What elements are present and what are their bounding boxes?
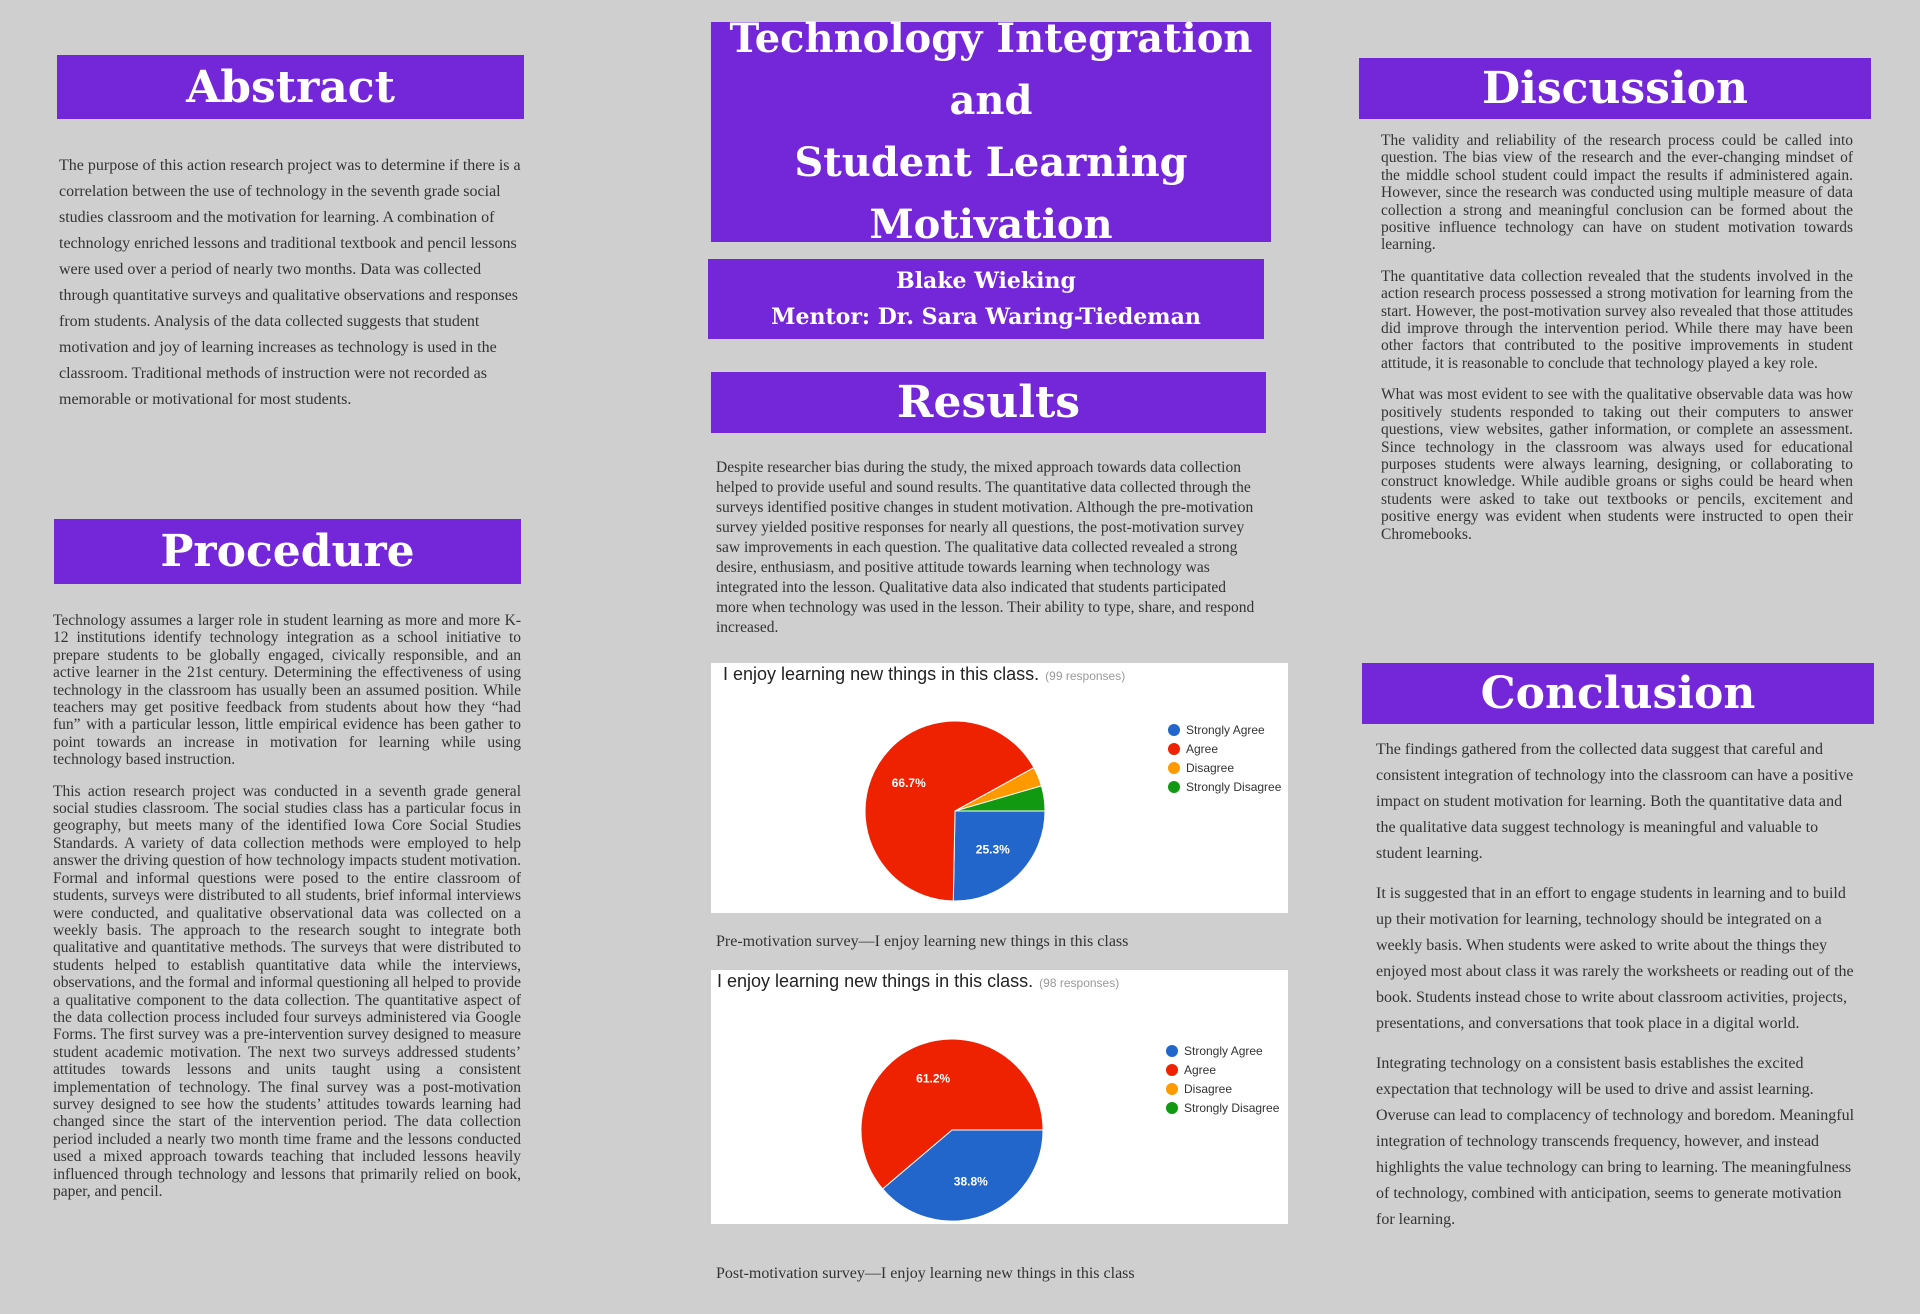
slice-data-label: 25.3% bbox=[975, 842, 1010, 857]
chart-responses-count: (98 responses) bbox=[1039, 976, 1120, 990]
post-survey-caption: Post-motivation survey—I enjoy learning new things in this class bbox=[716, 1265, 1135, 1282]
discussion-paragraph-2: The quantitative data collection revealed that the students involved in the action research process possessed a strong motivation for learning from the start. However, the post-motivation survey also revealed that those attitudes did improve through the intervention period. While there may have been other factors that contributed to the positive improvements in student attitude, it is reasonable to conclude that technology played a key role. bbox=[1381, 267, 1853, 372]
abstract-paragraph: The purpose of this action research project was to determine if there is a correlation between the use of technology in the seventh grade social studies classroom and the motivation for learning. A combination of technology enriched lessons and traditional textbook and pencil lessons were used over a period of nearly two months. Data was collected through quantitative surveys and qualitative observations and responses from students. Analysis of the data collected suggests that student motivation and joy of learning increases as technology is used in the classroom. Traditional methods of instruction were not recorded as memorable or motivational for most students. bbox=[59, 157, 521, 408]
slice-data-label: 66.7% bbox=[891, 776, 926, 791]
legend-label: Disagree bbox=[1186, 760, 1235, 775]
legend-item-disagree bbox=[1168, 758, 1281, 777]
conclusion-paragraph-2: It is suggested that in an effort to engage students in learning and to build up their motivation for learning, technology should be integrated on a weekly basis. When students were asked to write about the things they enjoyed most about class it was rarely the worksheets or reading out of the book. Students instead chose to write about classroom activities, projects, presentations, and conversations that took place in a digital world. bbox=[1376, 885, 1854, 1032]
results-text bbox=[716, 458, 1256, 652]
legend-label: Disagree bbox=[1184, 1081, 1233, 1096]
legend-label: Strongly Disagree bbox=[1184, 1100, 1280, 1115]
legend-swatch bbox=[1168, 762, 1180, 774]
legend-label: Agree bbox=[1184, 1062, 1217, 1077]
legend-item-strongly-disagree bbox=[1168, 777, 1281, 796]
poster-title-line-1: Technology Integration and bbox=[729, 15, 1253, 124]
legend-item-strongly-disagree bbox=[1166, 1098, 1279, 1117]
author-name: Blake Wieking bbox=[896, 268, 1076, 294]
legend-label: Strongly Agree bbox=[1184, 1043, 1263, 1058]
results-heading: Results bbox=[711, 372, 1266, 433]
legend-item-strongly-agree bbox=[1166, 1041, 1279, 1060]
procedure-paragraph-1: Technology assumes a larger role in student learning as more and more K-12 institutions identify technology integration as a school initiative to prepare students to be globally engaged, civically responsible, and an active learner in the 21st century. Determining the effectiveness of using technology in the classroom has usually been an assumed position. While teachers may get positive feedback from students about how they “had fun” with a particular lesson, little empirical evidence has been gather to point towards an increase in motivation for learning while using technology based instruction. bbox=[53, 612, 521, 769]
conclusion-heading: Conclusion bbox=[1362, 663, 1874, 724]
chart-responses-count: (99 responses) bbox=[1045, 669, 1126, 683]
legend-item-agree bbox=[1168, 739, 1281, 758]
procedure-paragraph-2: This action research project was conducted in a seventh grade general social studies classroom. The social studies class has a particular focus in geography, but meets many of the identified Iowa Core Social Studies Standards. A variety of data collection methods were employed to help answer the driving question of how technology impacts student motivation. Formal and informal questions were posed to the entire classroom of students, surveys were distributed to all students, brief informal interviews were conducted, and qualitative observational data was collected on a weekly basis. The approach to the research sought to integrate both qualitative and quantitative methods. The surveys that were distributed to students helped to establish quantitative data while the interviews, observations, and the formal and informal questioning all helped to provide a qualitative component to the data collection. The quantitative aspect of the data collection process included four surveys administered via Google Forms. The first survey was a pre-intervention survey designed to measure student academic motivation. The next two surveys addressed students’ attitudes towards lessons and units taught using a consistent implementation of technology. The final survey was a post-motivation survey designed to see how the students’ attitudes towards learning had changed since the start of the intervention period. The data collection period included a nearly two month time frame and the lessons conducted used a mixed approach towards teaching that included lessons heavily influenced through technology and lessons that primarily relied on book, paper, and pencil. bbox=[53, 782, 521, 1200]
legend-swatch bbox=[1166, 1064, 1178, 1076]
poster-title-line-3: Motivation bbox=[869, 201, 1113, 248]
legend-label: Strongly Agree bbox=[1186, 722, 1265, 737]
slice-data-label: 38.8% bbox=[953, 1174, 988, 1189]
discussion-heading: Discussion bbox=[1359, 58, 1871, 119]
author-banner bbox=[708, 259, 1264, 339]
legend-swatch bbox=[1168, 743, 1180, 755]
legend-swatch bbox=[1168, 724, 1180, 736]
chart-legend bbox=[1166, 1041, 1279, 1117]
legend-label: Strongly Disagree bbox=[1186, 779, 1282, 794]
conclusion-text bbox=[1376, 737, 1864, 1247]
abstract-heading: Abstract bbox=[57, 55, 524, 119]
legend-label: Agree bbox=[1186, 741, 1219, 756]
procedure-text bbox=[53, 612, 521, 1214]
slice-data-label: 61.2% bbox=[916, 1071, 951, 1086]
discussion-text bbox=[1381, 132, 1853, 557]
procedure-heading: Procedure bbox=[54, 519, 521, 584]
poster-title-banner bbox=[711, 15, 1271, 248]
legend-swatch bbox=[1166, 1083, 1178, 1095]
legend-item-agree bbox=[1166, 1060, 1279, 1079]
discussion-paragraph-1: The validity and reliability of the research process could be called into question. The bias view of the research and the ever-changing mindset of the middle school student could impact the results if administered again. However, since the research was conducted using multiple measure of data collection a strong and meaningful conclusion can be formed about the positive influence technology can have on student motivation towards learning. bbox=[1381, 132, 1853, 254]
chart-legend bbox=[1168, 720, 1281, 796]
discussion-paragraph-3: What was most evident to see with the qualitative observable data was how positively students responded to taking out their computers to answer questions, view websites, gather information, or complete an assessment. Since technology in the classroom was always used for educational purposes students were always learning, designing, or collaborating to construct knowledge. While audible groans or sighs could be heard when students were asked to take out textbooks or pencils, excitement and positive energy was evident when students were instructed to open their Chromebooks. bbox=[1381, 386, 1853, 543]
post-survey-chart bbox=[711, 970, 1288, 1224]
abstract-text bbox=[59, 153, 525, 427]
conclusion-paragraph-1: The findings gathered from the collected data suggest that careful and consistent integration of technology into the classroom can have a positive impact on student motivation for learning. Both the quantitative data and the qualitative data suggest technology is meaningful and valuable to student learning. bbox=[1376, 741, 1854, 862]
legend-swatch bbox=[1168, 781, 1180, 793]
chart-title-text: I enjoy learning new things in this class. bbox=[717, 971, 1034, 991]
results-paragraph: Despite researcher bias during the study, the mixed approach towards data collection helped to provide useful and sound results. The quantitative data collected through the surveys identified positive changes in student motivation. Although the pre-motivation survey yielded positive responses for nearly all questions, the post-motivation survey saw improvements in each question. The qualitative data collected revealed a strong desire, enthusiasm, and positive attitude towards learning when technology was integrated into the lesson. Qualitative data also indicated that students participated more when technology was used in the lesson. Their ability to type, share, and respond increased. bbox=[716, 459, 1255, 636]
legend-item-disagree bbox=[1166, 1079, 1279, 1098]
chart-title-text: I enjoy learning new things in this class. bbox=[723, 664, 1040, 684]
pre-survey-chart bbox=[711, 663, 1288, 913]
mentor-name: Mentor: Dr. Sara Waring-Tiedeman bbox=[771, 304, 1201, 330]
poster-title-line-2: Student Learning bbox=[794, 139, 1188, 186]
legend-swatch bbox=[1166, 1045, 1178, 1057]
legend-item-strongly-agree bbox=[1168, 720, 1281, 739]
conclusion-paragraph-3: Integrating technology on a consistent basis establishes the excited expectation that technology will be used to drive and assist learning. Overuse can lead to complacency of technology and boredom. Meaningful integration of technology transcends frequency, however, and instead highlights the value technology can bring to learning. The meaningfulness of technology, combined with anticipation, seems to generate motivation for learning. bbox=[1376, 1055, 1855, 1228]
legend-swatch bbox=[1166, 1102, 1178, 1114]
pre-survey-caption: Pre-motivation survey—I enjoy learning new things in this class bbox=[716, 933, 1129, 950]
